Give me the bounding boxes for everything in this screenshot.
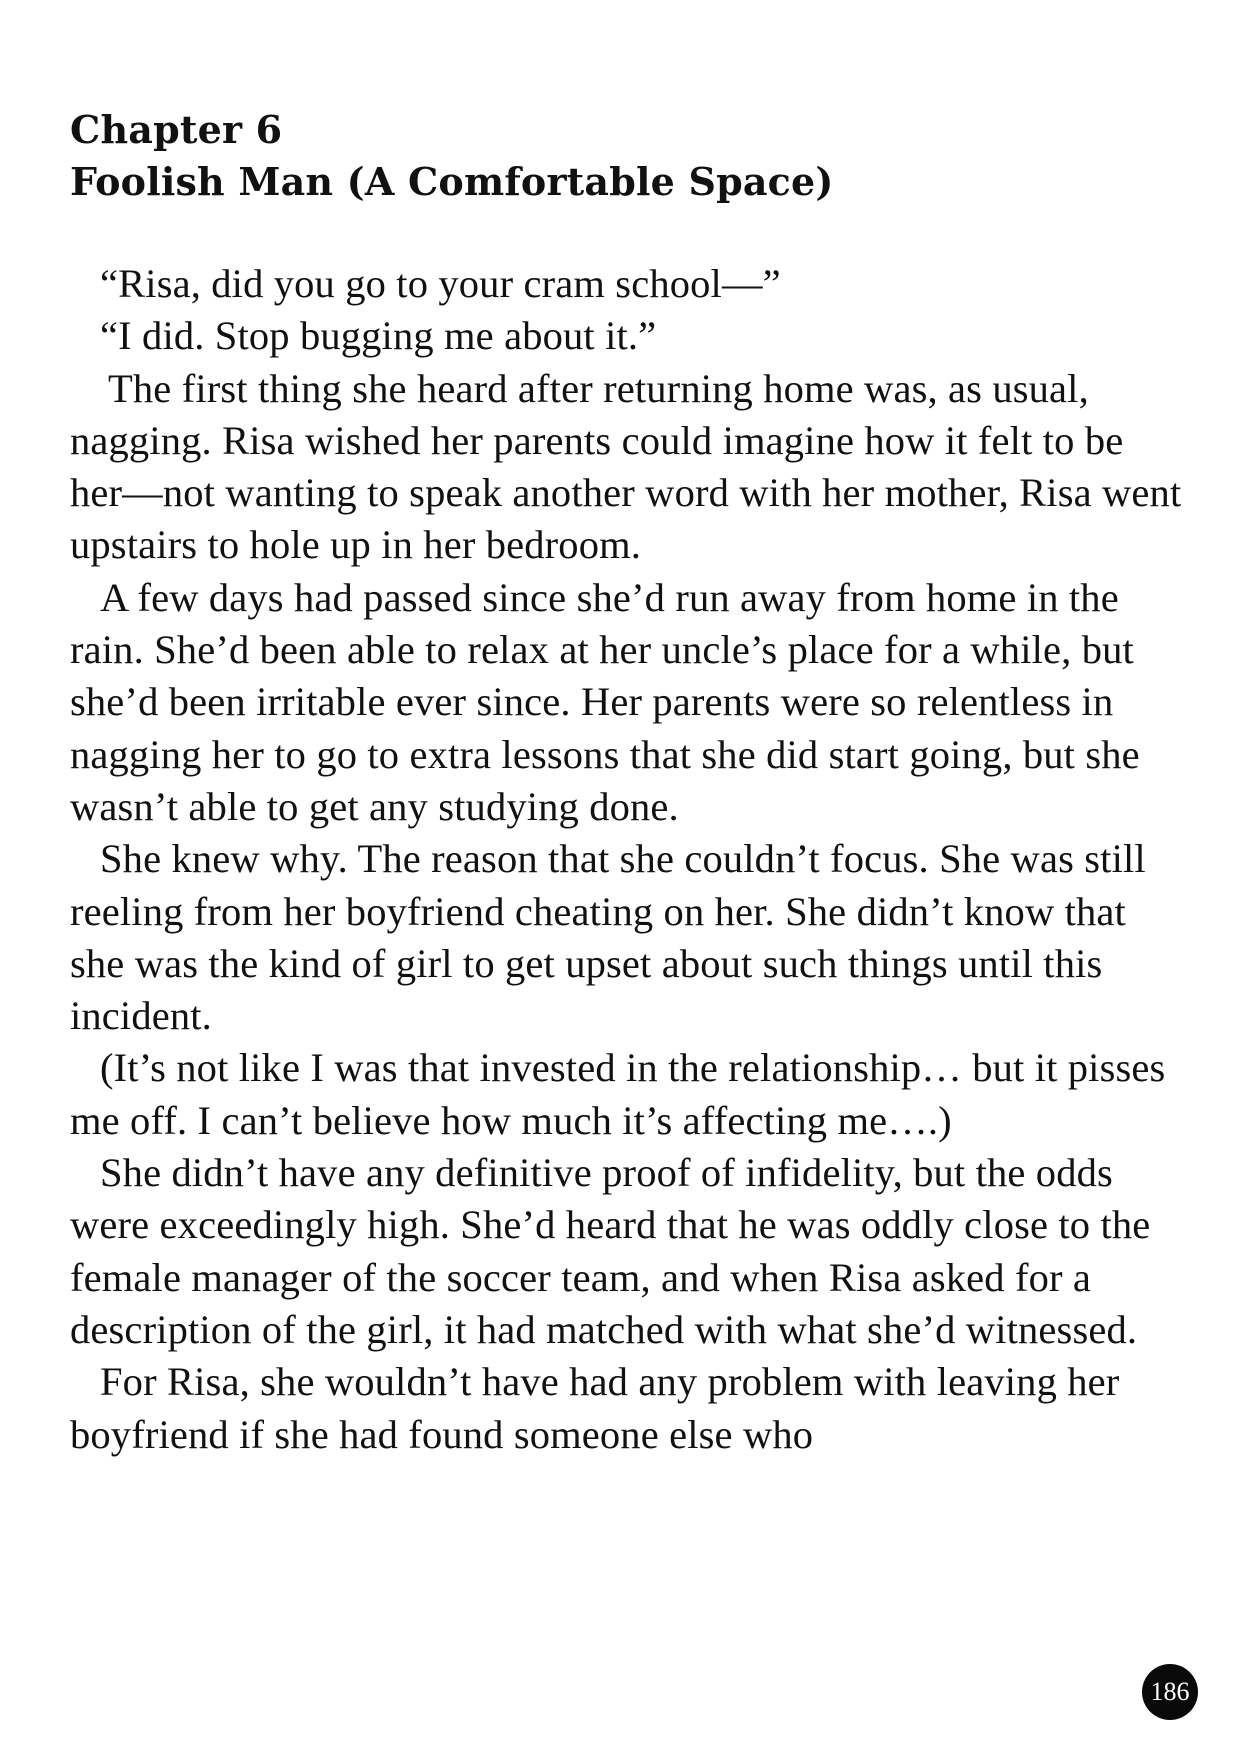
page-number-badge: 186 <box>1142 1664 1198 1720</box>
body-paragraph: A few days had passed since she’d run away from home in the rain. She’d been able to relax at her uncle’s place for a while, but she’d been irritable ever since. Her parents were so relentless in nagging her to go to extra lessons that she did start going, but she wasn’t able to get any studying done. <box>70 574 1140 829</box>
book-page <box>70 104 1182 1461</box>
body-paragraph: She didn’t have any definitive proof of infidelity, but the odds were exceedingly high. She’d heard that he was oddly close to the female manager of the soccer team, and when Risa asked for a description of the girl, it had matched with what she’d witnessed. <box>70 1150 1151 1352</box>
thought-paragraph: (It’s not like I was that invested in the relationship… but it pisses me off. I can’t believe how much it’s affecting me….) <box>70 1045 1166 1143</box>
body-paragraph: She knew why. The reason that she couldn’t focus. She was still reeling from her boyfriend cheating on her. She didn’t know that she was the kind of girl to get upset about such things until this incident. <box>70 836 1146 1039</box>
chapter-heading <box>70 104 1182 208</box>
chapter-title: Foolish Man (A Comfortable Space) <box>70 159 834 204</box>
body-paragraph: For Risa, she wouldn’t have had any problem with leaving her boyfriend if she had found someone else who <box>70 1359 1120 1457</box>
chapter-body <box>70 258 1182 1461</box>
body-paragraph: The first thing she heard after returning home was, as usual, nagging. Risa wished her parents could imagine how it felt to be her—not wanting to speak another word with her mother, Risa went upstairs to hole up in her bedroom. <box>70 365 1182 568</box>
chapter-number: Chapter 6 <box>70 107 283 152</box>
dialogue-paragraph: “Risa, did you go to your cram school—” <box>100 261 781 306</box>
dialogue-paragraph: “I did. Stop bugging me about it.” <box>100 313 657 359</box>
